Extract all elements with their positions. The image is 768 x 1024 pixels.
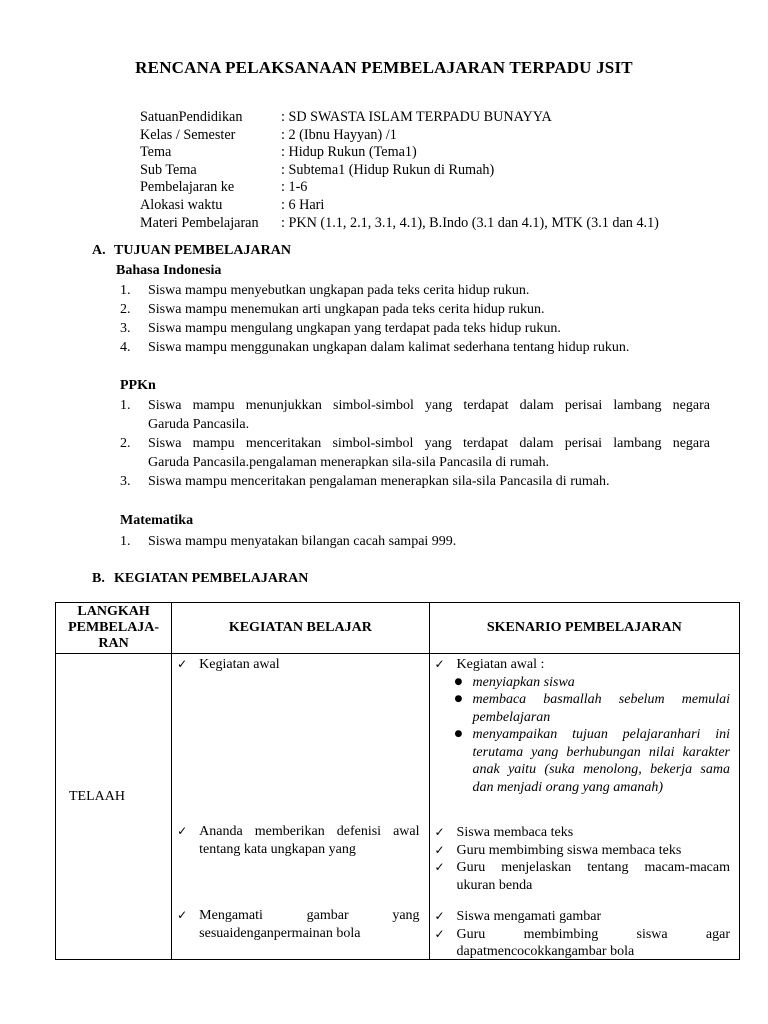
kegiatan-item (177, 907, 419, 942)
matematika-list (120, 532, 710, 551)
section-letter: A. (92, 243, 106, 258)
checkmark-icon: ✓ (177, 657, 188, 671)
matematika-heading: Matematika (120, 513, 194, 528)
info-label: Pembelajaran ke (140, 179, 235, 196)
bullet-text: membaca basmallah sebelum memulai pembelajaran (472, 692, 730, 725)
skenario-text: Siswa mengamati gambar (456, 909, 602, 924)
skenario-awal-block (435, 656, 730, 796)
item-number: 2. (120, 302, 131, 317)
item-text (148, 472, 710, 491)
item-text: Siswa mampu menyatakan bilangan cacah sampai 999. (148, 534, 457, 549)
step-label: TELAAH (69, 789, 125, 804)
item-text: Siswa mampu mengulang ungkapan yang terdapat pada teks hidup rukun. (148, 321, 561, 336)
bullet-item (455, 691, 730, 726)
item-line: Siswa mampu menceritakan simbol-simbol yang terdapat dalam perisai lambang negara (148, 436, 710, 451)
ppkn-list (120, 396, 710, 491)
bullet-dot-icon: ● (454, 676, 463, 687)
kegiatan-text: Mengamati gambar yang sesuaidenganpermainan bola (199, 908, 420, 941)
section-letter: B. (92, 571, 105, 586)
list-item (120, 434, 710, 472)
section-b-heading (92, 571, 308, 587)
info-label: Sub Tema (140, 161, 197, 178)
checkmark-icon: ✓ (177, 908, 188, 922)
info-row (140, 162, 659, 180)
skenario-item (435, 859, 730, 894)
skenario-cell (429, 654, 739, 960)
skenario-text: Kegiatan awal : (456, 657, 545, 672)
checkmark-icon: ✓ (434, 926, 445, 941)
skenario-text: Guru menjelaskan tentang macam-macam ukuran benda (456, 860, 730, 893)
kegiatan-item (177, 656, 419, 674)
info-row (140, 215, 659, 233)
info-value: : SD SWASTA ISLAM TERPADU BUNAYYA (281, 109, 552, 125)
header-langkah: LANGKAH PEMBELAJA-RAN (56, 603, 172, 654)
item-text (148, 434, 710, 472)
skenario-item (435, 656, 730, 674)
checkmark-icon: ✓ (434, 860, 445, 874)
item-number: 1. (120, 398, 131, 413)
header-kegiatan: KEGIATAN BELAJAR (172, 603, 429, 654)
list-item (120, 396, 710, 434)
checkmark-icon: ✓ (434, 909, 445, 923)
item-number: 3. (120, 321, 131, 336)
item-number: 1. (120, 534, 131, 549)
step-cell-inner (57, 655, 170, 958)
list-item (120, 532, 710, 551)
ppkn-heading: PPKn (120, 378, 156, 393)
table-row (56, 654, 740, 960)
list-item (120, 472, 710, 491)
list-item (120, 338, 710, 357)
bahasa-heading: Bahasa Indonesia (116, 263, 222, 278)
item-text (148, 396, 710, 434)
kegiatan-cell (172, 654, 429, 960)
info-label: Alokasi waktu (140, 196, 223, 213)
document-title: RENCANA PELAKSANAAN PEMBELAJARAN TERPADU JSIT (135, 58, 633, 77)
bullet-text: menyiapkan siswa (472, 674, 575, 690)
kegiatan-text: Kegiatan awal (199, 657, 280, 672)
skenario-text: Siswa membaca teks (456, 825, 574, 840)
info-row (140, 179, 659, 197)
item-text: Siswa mampu menemukan arti ungkapan pada teks cerita hidup rukun. (148, 302, 545, 317)
skenario-text: Guru membimbing siswa agar dapatmencocokkangambar bola (456, 926, 730, 959)
kegiatan-text: Ananda memberikan defenisi awal tentang kata ungkapan yang (199, 824, 420, 857)
info-value: : 6 Hari (281, 196, 325, 213)
info-block (140, 109, 659, 232)
info-row (140, 144, 659, 162)
item-number: 3. (120, 474, 131, 489)
section-title: TUJUAN PEMBELAJARAN (114, 243, 291, 258)
info-row (140, 127, 659, 145)
header-skenario: SKENARIO PEMBELAJARAN (429, 603, 739, 654)
item-text: Siswa mampu menyebutkan ungkapan pada teks cerita hidup rukun. (148, 283, 530, 298)
kegiatan-item (177, 823, 419, 858)
skenario-group-3 (435, 908, 730, 961)
skenario-item (435, 824, 730, 842)
info-value: : Hidup Rukun (Tema1) (281, 144, 417, 161)
item-number: 4. (120, 340, 131, 355)
skenario-item (435, 908, 730, 926)
list-item (120, 300, 710, 319)
skenario-item (435, 842, 730, 860)
bahasa-list (120, 281, 710, 357)
info-row (140, 109, 659, 127)
item-line: Garuda Pancasila. (148, 417, 250, 432)
item-line: Garuda Pancasila.pengalaman menerapkan sila-sila Pancasila di rumah. (148, 455, 550, 470)
section-a-heading (92, 243, 291, 259)
info-value: : PKN (1.1, 2.1, 3.1, 4.1), B.Indo (3.1 dan 4.1), MTK (3.1 dan 4.1) (281, 214, 659, 231)
skenario-cell-inner (431, 655, 738, 958)
info-label: SatuanPendidikan (140, 109, 243, 125)
item-text: Siswa mampu menggunakan ungkapan dalam kalimat sederhana tentang hidup rukun. (148, 340, 630, 355)
skenario-group-2 (435, 824, 730, 894)
checkmark-icon: ✓ (434, 825, 445, 839)
info-row (140, 197, 659, 215)
skenario-item (435, 926, 730, 961)
item-number: 2. (120, 436, 131, 451)
bullet-item (455, 674, 730, 692)
info-value: : 2 (Ibnu Hayyan) /1 (281, 126, 397, 143)
info-label: Kelas / Semester (140, 126, 236, 143)
skenario-text: Guru membimbing siswa membaca teks (456, 842, 682, 858)
checkmark-icon: ✓ (434, 657, 445, 671)
skenario-bullets (435, 674, 730, 797)
kegiatan-table (55, 602, 740, 960)
item-line: Siswa mampu menunjukkan simbol-simbol yang terdapat dalam perisai lambang negara (148, 398, 710, 413)
item-line: Siswa mampu menceritakan pengalaman menerapkan sila-sila Pancasila di rumah. (148, 474, 610, 489)
kegiatan-cell-inner (173, 655, 427, 958)
info-value: : Subtema1 (Hidup Rukun di Rumah) (281, 161, 495, 178)
bullet-text: menyampaikan tujuan pelajaranhari ini terutama yang berhubungan nilai karakter anak yaitu (suka menolong, bekerja sama dan menjadi orang yang amanah) (472, 727, 730, 795)
step-cell (56, 654, 172, 960)
checkmark-icon: ✓ (434, 842, 445, 857)
info-value: : 1-6 (281, 179, 308, 196)
checkmark-icon: ✓ (177, 824, 188, 838)
info-label: Tema (140, 144, 172, 161)
table-header-row (56, 603, 740, 654)
bullet-item (455, 726, 730, 796)
info-label: Materi Pembelajaran (140, 214, 259, 231)
list-item (120, 281, 710, 300)
item-number: 1. (120, 283, 131, 298)
bullet-dot-icon: ● (454, 729, 463, 739)
list-item (120, 319, 710, 338)
section-title: KEGIATAN PEMBELAJARAN (114, 571, 309, 586)
bullet-dot-icon: ● (454, 694, 463, 704)
